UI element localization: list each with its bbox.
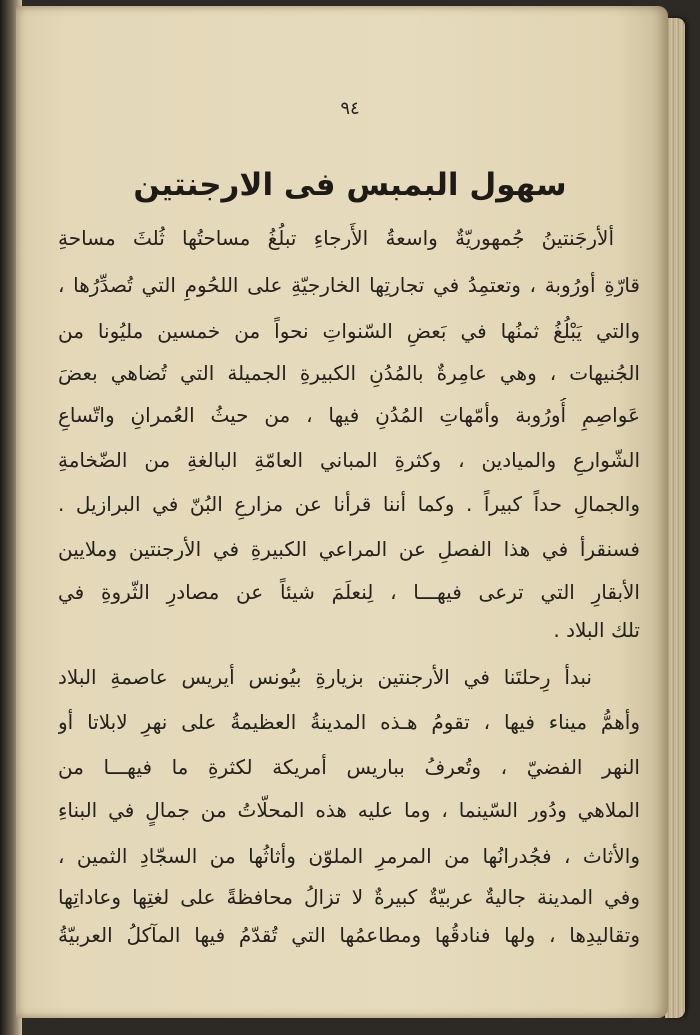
text-line: الملاهي ودُور السّينما ، وما عليه هذه المحلّاتُ من جمالٍ في البناءِ [58,798,640,822]
text-line: نبدأ رِحلتَنا في الأرجنتين بزيارةِ بيُونس أيريس عاصمةِ البلاد [58,665,592,689]
text-line: والجمالِ حداً كبيراً . وكما أننا قرأنا عن مزارعِ البُنّ في البرازيل . [58,492,640,516]
page-title: سهول البمبس فى الارجنتين [133,167,567,203]
text-line: والتي يَبْلُغُ ثمنُها في بَعضِ السّنواتِ نحواً من خمسين مليُونا من [58,319,640,343]
text-line: والأثاث ، فجُدرانُها من المرمرِ الملوّن وأثاثُها من السجّادِ الثمين ، [58,844,640,868]
text-line: ألأرجَنتينُ جُمهوريّةٌ واسعةُ الأَرجاءِ تبلُغُ مساحتُها ثُلثَ مساحةِ [58,226,614,250]
text-line: الجُنيهات ، وهي عامِرةٌ بالمُدُنِ الكبيرةِ الجميلة التي تُضاهي بعضَ [58,361,640,385]
text-line: النهر الفضيّ ، وتُعرفُ بباريس أمريكة لكثرةِ ما فيهـــا من [58,755,640,779]
text-line: فسنقرأ في هذا الفصلِ عن المراعي الكبيرةِ في الأرجنتين وملايين [58,537,640,561]
text-line: وتقاليدِها ، ولها فنادقُها ومطاعمُها التي تُقدّمُ فيها المآكلُ العربيّةُ [58,923,640,947]
text-line: وفي المدينة جاليةٌ عربيّةٌ كبيرةٌ لا تزالُ محافظةً على لغتِها وعاداتِها [58,885,640,909]
text-line: الشّوارعِ والميادين ، وكثرةِ المباني العامّةِ البالغةِ من الضّخامةِ [58,448,640,472]
text-line: عَواصِمِ أُورُوبة وأمّهاتِ المُدُنِ فيها ، من حيثُ العُمرانِ واتّساعِ [58,403,640,427]
text-line: قارّةِ أورُوبة ، وتعتمِدُ في تجارتِها الخارجيّةِ على اللحُومِ التي تُصدِّرُها ، [58,273,640,297]
text-line: تلك البلاد . [553,618,640,642]
text-line: الأبقارِ التي ترعى فيهـــا ، لِنعلَمَ شيئاً عن مصادرِ الثّروةِ في [58,580,640,604]
page-stack-edge [665,18,685,1018]
page-number: ٩٤ [340,98,360,119]
text-line: وأهمُّ ميناء فيها ، تقومُ هـذه المدينةُ العظيمةُ على نهرِ لابلاتا أو [58,710,640,734]
